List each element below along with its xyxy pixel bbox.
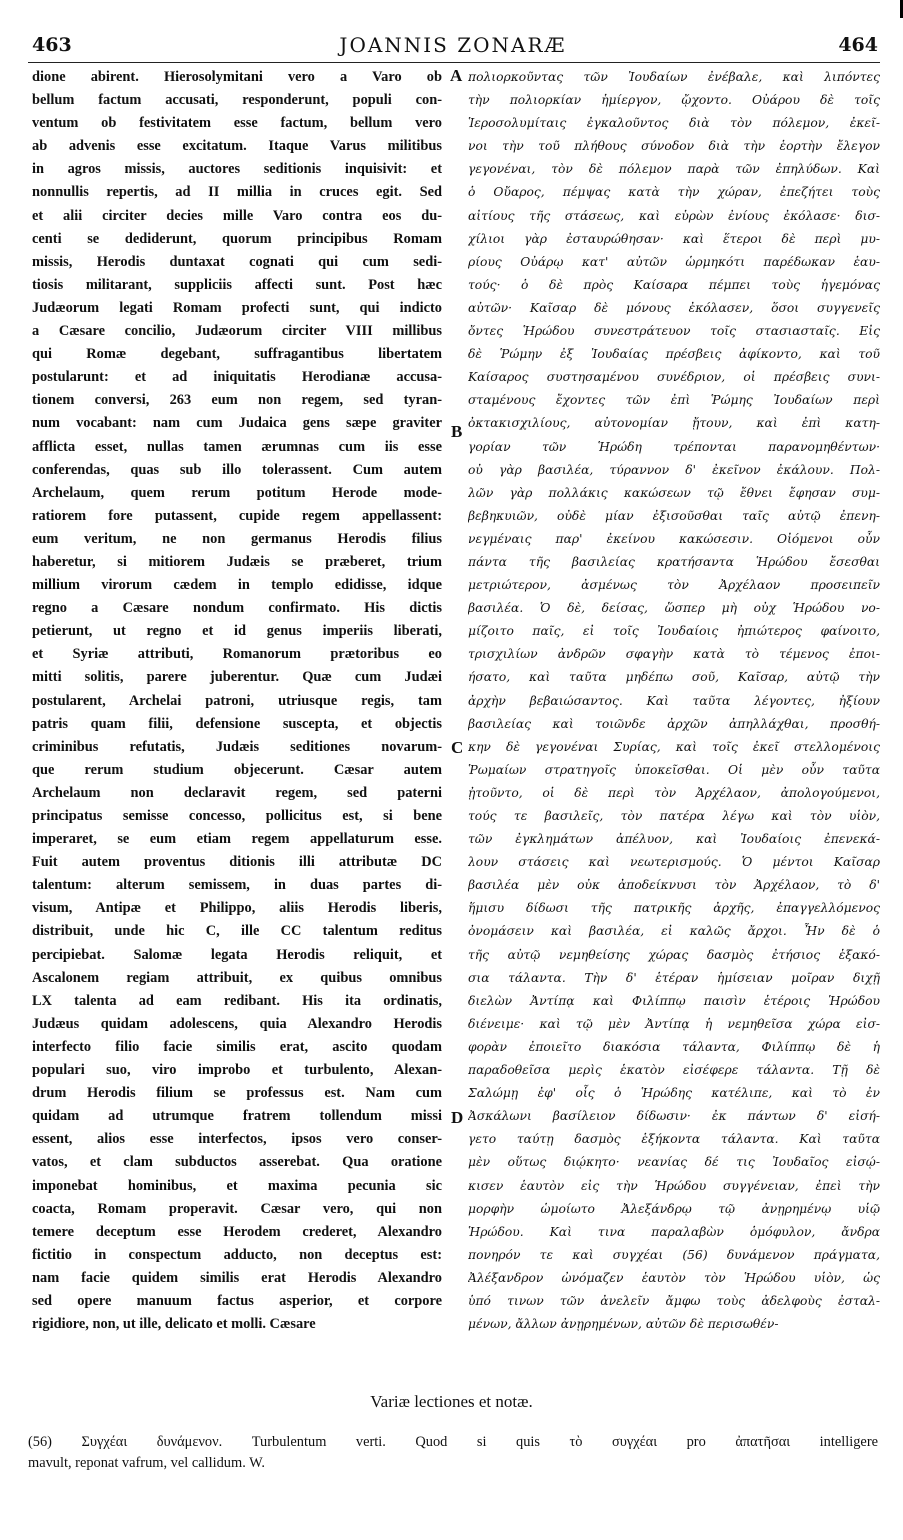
greek-text-line: βασιλέα. Ὁ δὲ, δείσας, ὥσπερ μὴ οὐχ Ἡρώδου νο- [468, 601, 880, 616]
latin-text-line: millium virorum cædem in templo edidisse, idque [32, 577, 442, 594]
latin-text-line: imponebat hominibus, et maxima pecunia sic [32, 1177, 442, 1194]
greek-text-line: οὐ γὰρ βασιλέα, τύραννον δ' ἐκεῖνον ἐκάλουν. Πολ- [468, 462, 880, 477]
latin-text-line: missis, Herodis duntaxat cognati qui cum sedi- [32, 253, 442, 270]
latin-text-line: tiosis militarant, suppliciis affecti sunt. Post hæc [32, 276, 442, 293]
page-header [28, 30, 878, 64]
latin-text-line: temere deceptum esse Herodem crederet, Alexandro [32, 1223, 442, 1240]
latin-text-line: postularent, Archelai patroni, utriusque regis, tam [32, 692, 442, 709]
latin-text-line: Judæus quidam adolescens, quia Alexandro Herodis [32, 1015, 442, 1032]
greek-text-line: πολιορκοῦντας τῶν Ἰουδαίων ἐνέβαλε, καὶ λιπόντες [468, 70, 880, 84]
greek-text-line: τῶν ἐγκλημάτων ἀπέλυον, καὶ Ἰουδαίοις ἐπενεκά- [468, 832, 880, 847]
latin-column [32, 66, 442, 1382]
latin-text-line: conferendas, quas sub illo tolerassent. Cum autem [32, 461, 442, 478]
latin-text-line: coacta, Romam properavit. Cæsar vero, qui non [32, 1200, 442, 1217]
greek-text-line: κην δὲ γεγονέναι Συρίας, καὶ τοῖς ἐκεῖ στελλομένοις [468, 739, 880, 754]
latin-text-line: ab advenis esse excitatum. Itaque Varus militibus [32, 138, 442, 155]
latin-text-line: talentum: alterum semissem, in duas partes di- [32, 877, 442, 894]
latin-text-line: quidam ad utrumque fratrem tollendum missi [32, 1108, 442, 1125]
latin-text-line: dione abirent. Hierosolymitani vero a Varo ob [32, 69, 442, 85]
latin-text-line: regno a Cæsare nondum confirmato. His dictis [32, 600, 442, 617]
latin-text-line: criminibus refutatis, Judæis seditiones novarum- [32, 738, 442, 755]
latin-text-line: ratiorem fore putassent, cupide regem appellassent: [32, 507, 442, 524]
latin-text-line: visum, Antipæ et Philippo, aliis Herodis liberis, [32, 900, 442, 917]
notes-heading: Variæ lectiones et notæ. [370, 1392, 533, 1411]
greek-text-line: ήσατο, καὶ ταῦτα μηδέπω σοῦ, Καῖσαρ, αὐτῷ τὴν [468, 670, 880, 685]
greek-text-line: Ἱεροσολυμίταις ἐγκαλοῦντος διὰ τὸν πόλεμον, ἐκεῖ- [468, 116, 880, 131]
running-title: JOANNIS ZONARÆ [339, 33, 567, 57]
greek-text-line: νοι τὴν τοῦ πλήθους σύνοδον διὰ τὴν ἑορτὴν ἔλεγον [468, 139, 880, 154]
greek-text-line: δὲ Ῥώμην ἐξ Ἰουδαίας πρέσβεις ἀφίκοντο, καὶ τοῦ [468, 347, 880, 362]
section-marker-b: B [451, 422, 463, 441]
greek-text-line: ὀκτακισχιλίους, αὐτονομίαν ᾔτουν, καὶ ἐπὶ κατη- [468, 416, 880, 431]
greek-text-line: τῆς αὐτῷ νεμηθείσης χώρας δασμὸς ἐτήσιος ἑξακό- [468, 947, 880, 962]
page-number-left: 463 [32, 34, 72, 56]
greek-text-line: γετο ταύτῃ δασμὸς ἑξήκοντα τάλαντα. Καὶ ταῦτα [468, 1132, 880, 1147]
greek-text-line: διένειμε· καὶ τῷ μὲν Ἀντίπᾳ ἡ νεμηθεῖσα χώρα εἰσ- [468, 1016, 880, 1031]
latin-text-line: nonnullis repertis, ad II millia in cruces egit. Sed [32, 184, 442, 201]
latin-text-line: percipiebat. Salomæ legata Herodis reliquit, et [32, 946, 442, 963]
latin-text-line: afflicta esset, nullas tamen ærumnas cum iis esse [32, 438, 442, 455]
section-marker-d: D [451, 1108, 464, 1127]
latin-text-line: sed opere manuum factus asperior, et corpore [32, 1292, 442, 1309]
greek-text-line: πονηρόν τε καὶ συγχέαι (56) δυνάμενον πράγματα, [468, 1247, 880, 1262]
greek-text-line: σταμένους ἔχοντες τῶν ἐπὶ Ῥώμης Ἰουδαίων περὶ [468, 393, 880, 408]
header-rule [28, 62, 880, 63]
greek-text-line: ὄντες Ἡρώδου συνεστράτευον τοῖς στασιασταῖς. Εἰς [468, 324, 880, 339]
greek-text-line: λῶν γὰρ πολλάκις κακώσεων τῷ ἔθνει ἔφησαν συμ- [468, 485, 880, 500]
latin-text-line: postularunt: et ad iniquitatis Herodianæ accusa- [32, 369, 442, 386]
latin-text-line: Ascalonem regiam attribuit, ex quibus omnibus [32, 969, 442, 986]
latin-text-line: haberetur, si mitiorem Judæis se præberet, trium [32, 553, 442, 570]
greek-text-line: γορίαν τῶν Ἡρώδη τρέπονται παρανομηθέντων· [468, 439, 880, 454]
greek-text-line: κισεν ἑαυτὸν εἰς τὴν Ἡρώδου συγγένειαν, ἐπεὶ τὴν [468, 1178, 880, 1193]
greek-text-line: Σαλώμῃ ἐφ' οἷς ὁ Ἡρώδης κατέλιπε, καὶ τὸ ἐν [468, 1086, 880, 1101]
latin-text-line: qui Romæ degebant, suffragantibus libertatem [32, 346, 442, 363]
latin-text-line: et Syriæ attributi, Romanorum prætoribus eo [32, 646, 442, 663]
latin-text-line: petierunt, ut regno et id genus imperiis liberati, [32, 623, 442, 640]
latin-text-line: interfecto filio facie similis erat, ascito quodam [32, 1038, 442, 1055]
greek-text-line: αὐτῶν· Καῖσαρ δὲ μόνους ἐκόλασεν, ὅσοι συγγενεῖς [468, 300, 880, 315]
greek-text-line: μορφὴν ὡμοίωτο Ἀλεξάνδρῳ τῷ ἀνῃρημένῳ υἱῷ [468, 1201, 880, 1216]
greek-text-line: παραδοθεῖσα μερὶς ἑκατὸν εἰσέφερε τάλαντα. Τῇ δὲ [468, 1063, 880, 1078]
latin-text-line: Archelaum, quem rerum potitum Herode mode- [32, 484, 442, 501]
latin-text-line: mitti solitis, parere juberentur. Quæ cum Judæi [32, 669, 442, 686]
latin-text-line: bellum factum accusati, responderunt, populi con- [32, 92, 442, 109]
latin-text-line: vatos, et clam subductos asserebat. Qua oratione [32, 1154, 442, 1171]
greek-text-line: ὀνομάσειν καὶ βασιλέα, εἰ καλῶς ἄρχοι. Ἦν δὲ ὁ [468, 924, 880, 939]
latin-text-line: centi se dediderunt, quorum principibus Romam [32, 230, 442, 247]
greek-text-line: Ἡρώδου. Καὶ τινα παραλαβὼν ὁμόφυλον, ἄνδρα [468, 1224, 880, 1239]
latin-text-line: populari suo, viro improbo et turbulento, Alexan- [32, 1062, 442, 1079]
latin-text-line: eum veritum, ne non germanus Herodis filius [32, 530, 442, 547]
note-line-2: mavult, reponat vafrum, vel callidum. W. [28, 1455, 265, 1471]
latin-text-line: Fuit autem proventus ditionis illi attributæ DC [32, 854, 442, 871]
greek-column [468, 66, 880, 1382]
latin-text-line: essent, alios esse interfectos, ipsos vero conser- [32, 1131, 442, 1148]
greek-text-line: τρισχιλίων ἀνδρῶν σφαγὴν κατὰ τὸ τέμενος ἐποι- [468, 647, 880, 662]
note-line-1: (56) Συγχέαι δυνάμενον. Turbulentum verti. Quod si quis τὸ συγχέαι pro ἀπατῆσαι intelligere [28, 1434, 878, 1450]
greek-text-line: μετριώτερον, ἀσμένως τὸν Ἀρχέλαον προσειπεῖν [468, 578, 880, 593]
greek-text-line: ᾐτοῦντο, οἱ δὲ περὶ τὸν Ἀρχέλαον, ἀπολογούμενοι, [468, 785, 880, 800]
latin-text-line: a Cæsare concilio, Judæorum circiter VIII millibus [32, 323, 442, 340]
latin-text-line: et alii circiter decies mille Varo contra eos du- [32, 207, 442, 224]
greek-text-line: βεβηκυιῶν, οὐδὲ μίαν ἐξισοῦσθαι ταῖς αὐτῷ ἐπενη- [468, 508, 880, 523]
greek-text-line: χίλιοι γὰρ ἐσταυρώθησαν· καὶ ἕτεροι δὲ περὶ μυ- [468, 231, 880, 246]
greek-text-line: Ἀσκάλωνι βασίλειον δίδωσιν· ἐκ πάντων δ' εἰσή- [468, 1109, 880, 1124]
greek-text-line: αἰτίους τῆς στάσεως, καὶ εὑρὼν ἐνίους ἐκόλασε· δισ- [468, 208, 880, 223]
greek-text-line: γεγονέναι, τὸν δὲ πόλεμον παρὰ τῶν ἐπηλύδων. Καὶ [468, 162, 880, 177]
greek-text-line: σια τάλαντα. Τὴν δ' ἑτέραν ἡμίσειαν μοῖραν διχῇ [468, 970, 880, 985]
greek-text-line: μὲν οὕτως διῴκητο· νεανίας δέ τις Ἰουδαῖος εἰσῴ- [468, 1155, 880, 1170]
greek-text-line: ὑπό τινων τῶν ἀνελεῖν ἄμφω τοὺς ἀδελφοὺς ἐσταλ- [468, 1293, 880, 1308]
greek-text-line: νεγμέναις παρ' ἐκείνου κακώσεσιν. Οἰόμενοι οὖν [468, 531, 880, 546]
greek-text-line: ὁ Οὔαρος, πέμψας κατὰ τὴν χώραν, ἐπεζήτει τοὺς [468, 185, 880, 200]
latin-text-line: que rerum studium objecerunt. Cæsar autem [32, 761, 442, 778]
latin-text-line: Judæorum legati Romam profecti sunt, qui indicto [32, 299, 442, 316]
latin-text-line: imperaret, se eum etiam regem appellaturum esse. [32, 831, 442, 848]
latin-text-line: distribuit, unde hic C, ille CC talentum reditus [32, 923, 442, 940]
greek-text-line: μένων, ἄλλων ἀνῃρημένων, αὐτῶν δὲ περισωθέν- [468, 1317, 779, 1332]
greek-text-line: τὴν πολιορκίαν ἡμίεργον, ᾤχοντο. Οὐάρου δὲ τοῖς [468, 93, 880, 108]
greek-text-line: μίζοιτο παῖς, εἰ τοῖς Ἰουδαίοις ἠπιώτερος φαίνοιτο, [468, 624, 880, 639]
latin-text-line: rigidiore, non, ut ille, delicato et molli. Cæsare [32, 1316, 316, 1333]
latin-text-line: Archelaum non declaravit regem, sed paterni [32, 784, 442, 801]
greek-text-line: ρίους Οὐάρῳ κατ' αὐτῶν ὡρμηκότι παρέδωκαν ἑαυ- [468, 254, 880, 269]
page-number-right: 464 [838, 34, 878, 56]
greek-text-line: ἀρχὴν βεβαιώσαντος. Καὶ ταῦτα λέγοντες, ἠξίουν [468, 693, 880, 708]
greek-text-line: λουν στάσεις καὶ νεωτερισμούς. Ὁ μέντοι Καῖσαρ [468, 855, 880, 870]
greek-text-line: διελὼν Ἀντίπᾳ καὶ Φιλίππῳ παισὶν ἑτέροις Ἡρώδου [468, 993, 880, 1008]
section-marker-c: C [451, 738, 464, 757]
latin-text-line: principatus semisse concesso, pollicitus est, si bene [32, 808, 442, 824]
latin-text-line: tionem conversi, 263 eum non regem, sed tyran- [32, 392, 442, 409]
greek-text-line: βασιλείας καὶ τοιῶνδε ἀρχῶν ἀπηλλάχθαι, προσθή- [468, 716, 880, 731]
greek-text-line: Καίσαρος συστησαμένου συνέδριον, οἱ πρέσβεις συνι- [468, 370, 880, 385]
latin-text-line: LX talenta ad eam redibant. His ita ordinatis, [32, 992, 442, 1009]
latin-text-line: nam facie quidem similis erat Herodis Alexandro [32, 1269, 442, 1286]
latin-text-line: in agros missis, auctores seditionis inquisivit: et [32, 161, 442, 178]
latin-text-line: fictitio in conspectum adducto, non deceptus est: [32, 1246, 442, 1263]
greek-text-line: βασιλέα μὲν οὐκ ἀποδείκνυσι τὸν Ἀρχέλαον, τὸ δ' [468, 878, 880, 893]
latin-text-line: drum Herodis filium se professus est. Nam cum [32, 1085, 442, 1102]
section-marker-a: A [450, 66, 463, 85]
latin-text-line: ventum ob festivitatem esse factum, bellum vero [32, 115, 442, 132]
greek-text-line: ἥμισυ δίδωσι τῆς πατρικῆς ἀρχῆς, ἐπαγγελλόμενος [468, 901, 880, 916]
latin-text-line: patris quam filii, defensione suscepta, et objectis [32, 715, 442, 732]
greek-text-line: φορὰν ἐποιεῖτο διακόσια τάλαντα, Φιλίππῳ δὲ ἡ [468, 1039, 880, 1054]
greek-text-line: πάντα τῆς βασιλείας κρατήσαντα Ἡρώδου ἔσεσθαι [468, 554, 880, 569]
greek-text-line: Ῥωμαίων στρατηγοῖς ὑποκεῖσθαι. Οἱ μὲν οὖν ταῦτα [468, 762, 880, 777]
greek-text-line: Ἀλέξανδρον ὠνόμαζεν ἑαυτὸν τὸν Ἡρώδου υἱὸν, ὡς [468, 1270, 880, 1285]
greek-text-line: τούς· ὁ δὲ πρὸς Καίσαρα πέμπει τοὺς ἡγεμόνας [468, 277, 880, 292]
latin-text-line: num vocabant: nam cum Judaica gens sæpe graviter [32, 415, 442, 432]
greek-text-line: τούς τε βασιλεῖς, τὸν πατέρα λέγω καὶ τὸν υἱὸν, [468, 809, 880, 823]
